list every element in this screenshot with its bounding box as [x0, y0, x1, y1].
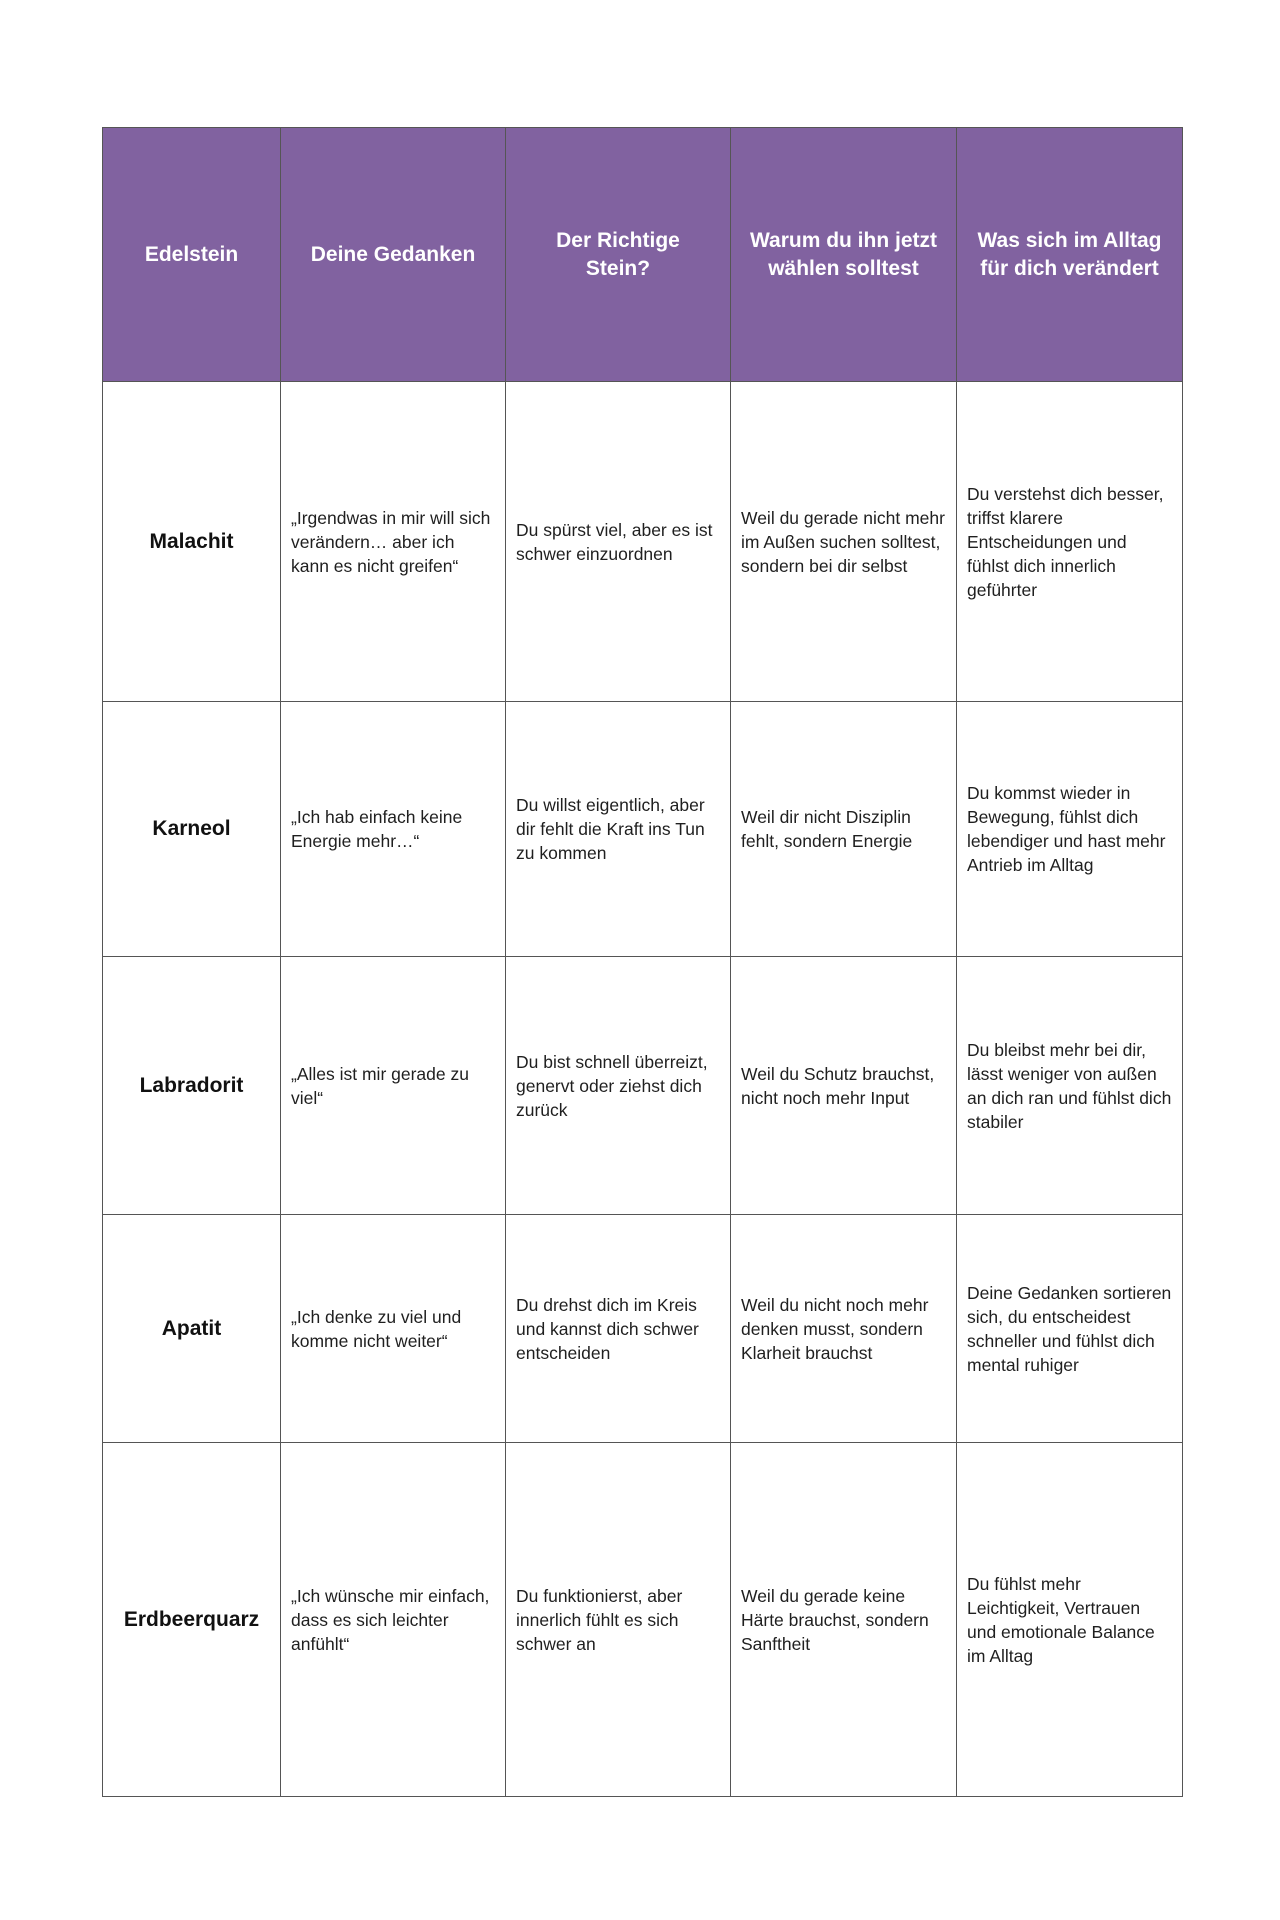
- why-now-cell: Weil du nicht noch mehr denken musst, sondern Klarheit brauchst: [731, 1215, 957, 1443]
- stone-name: Malachit: [103, 382, 281, 702]
- gemstone-table: [102, 127, 1183, 1797]
- change-cell: Du kommst wieder in Bewegung, fühlst dich lebendiger und hast mehr Antrieb im Alltag: [957, 702, 1183, 957]
- stone-name: Apatit: [103, 1215, 281, 1443]
- header-row: [103, 128, 1183, 382]
- right-stone-cell: Du drehst dich im Kreis und kannst dich schwer entscheiden: [506, 1215, 731, 1443]
- change-cell: Du fühlst mehr Leichtigkeit, Vertrauen und emotionale Balance im Alltag: [957, 1443, 1183, 1797]
- why-now-cell: Weil du Schutz brauchst, nicht noch mehr Input: [731, 957, 957, 1215]
- stone-name: Erdbeerquarz: [103, 1443, 281, 1797]
- table-header: [103, 128, 1183, 382]
- thoughts-cell: „Irgendwas in mir will sich verändern… aber ich kann es nicht greifen“: [281, 382, 506, 702]
- header-warum-jetzt: Warum du ihn jetzt wählen solltest: [731, 128, 957, 382]
- table-body: [103, 382, 1183, 1797]
- stone-name: Karneol: [103, 702, 281, 957]
- change-cell: Du verstehst dich besser, triffst klarere Entscheidungen und fühlst dich innerlich geführter: [957, 382, 1183, 702]
- thoughts-cell: „Ich wünsche mir einfach, dass es sich leichter anfühlt“: [281, 1443, 506, 1797]
- thoughts-cell: „Alles ist mir gerade zu viel“: [281, 957, 506, 1215]
- header-alltag-veraendert: Was sich im Alltag für dich verändert: [957, 128, 1183, 382]
- change-cell: Deine Gedanken sortieren sich, du entscheidest schneller und fühlst dich mental ruhiger: [957, 1215, 1183, 1443]
- change-cell: Du bleibst mehr bei dir, lässt weniger von außen an dich ran und fühlst dich stabiler: [957, 957, 1183, 1215]
- why-now-cell: Weil du gerade keine Härte brauchst, sondern Sanftheit: [731, 1443, 957, 1797]
- right-stone-cell: Du willst eigentlich, aber dir fehlt die Kraft ins Tun zu kommen: [506, 702, 731, 957]
- right-stone-cell: Du funktionierst, aber innerlich fühlt es sich schwer an: [506, 1443, 731, 1797]
- table-row: [103, 1215, 1183, 1443]
- why-now-cell: Weil du gerade nicht mehr im Außen suchen solltest, sondern bei dir selbst: [731, 382, 957, 702]
- right-stone-cell: Du spürst viel, aber es ist schwer einzuordnen: [506, 382, 731, 702]
- table-row: [103, 957, 1183, 1215]
- why-now-cell: Weil dir nicht Disziplin fehlt, sondern Energie: [731, 702, 957, 957]
- right-stone-cell: Du bist schnell überreizt, genervt oder ziehst dich zurück: [506, 957, 731, 1215]
- header-der-richtige-stein: Der Richtige Stein?: [506, 128, 731, 382]
- thoughts-cell: „Ich denke zu viel und komme nicht weiter“: [281, 1215, 506, 1443]
- header-deine-gedanken: Deine Gedanken: [281, 128, 506, 382]
- thoughts-cell: „Ich hab einfach keine Energie mehr…“: [281, 702, 506, 957]
- table-row: [103, 382, 1183, 702]
- header-edelstein: Edelstein: [103, 128, 281, 382]
- table-row: [103, 702, 1183, 957]
- stone-name: Labradorit: [103, 957, 281, 1215]
- table-row: [103, 1443, 1183, 1797]
